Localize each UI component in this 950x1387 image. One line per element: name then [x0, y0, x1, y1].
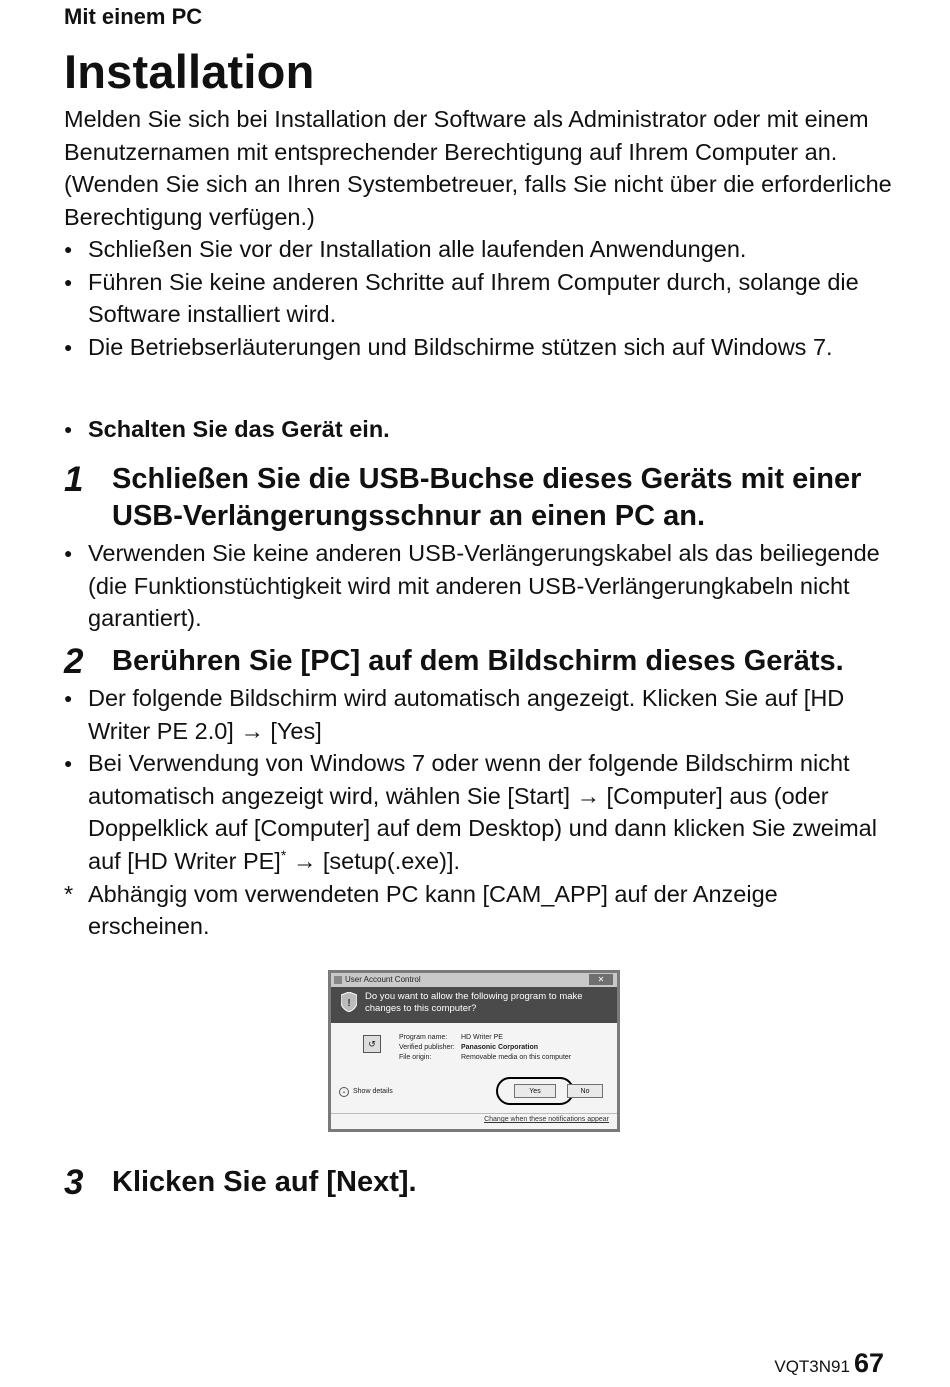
uac-program-info [399, 1033, 571, 1063]
info-value: HD Writer PE [461, 1034, 503, 1041]
yes-button[interactable]: Yes [514, 1084, 556, 1098]
page-footer [774, 1348, 884, 1379]
show-details-toggle[interactable] [339, 1087, 393, 1097]
power-on-note [64, 413, 894, 446]
no-button[interactable]: No [567, 1084, 603, 1098]
list-item: ● Der folgende Bildschirm wird automatisch angezeigt. Klicken Sie auf [HD Writer PE 2.0] → [Yes] [64, 682, 894, 747]
divider [331, 1113, 617, 1114]
info-value: Removable media on this computer [461, 1054, 572, 1061]
svg-text:!: ! [347, 998, 351, 1009]
list-item: ● Führen Sie keine anderen Schritte auf Ihrem Computer durch, solange die Software installiert wird. [64, 266, 894, 331]
intro-bullet-list [64, 233, 894, 363]
step-text: Klicken Sie auf [Next]. [112, 1166, 417, 1198]
step-3 [64, 1164, 894, 1201]
intro-paragraph: Melden Sie sich bei Installation der Software als Administrator oder mit einem Benutzernamen mit entsprechender Berechtigung auf Ihrem Computer an. (Wenden Sie sich an Ihren Systembetreuer, falls Sie nicht über die erforderliche Berechtigung verfügen.) [64, 106, 892, 230]
info-row [399, 1033, 571, 1043]
step-2-bullets [64, 682, 894, 943]
program-icon: ↺ [363, 1035, 381, 1053]
footnote-marker: * [280, 847, 287, 864]
info-key: Program name: [399, 1034, 448, 1041]
info-key: File origin: [399, 1054, 432, 1061]
shield-icon [341, 992, 357, 1012]
close-icon[interactable]: ✕ [589, 974, 613, 985]
document-code: VQT3N91 [774, 1357, 850, 1376]
step-1-bullets [64, 537, 894, 635]
uac-dialog-screenshot [328, 970, 620, 1132]
window-icon [334, 976, 342, 984]
list-item [64, 747, 894, 877]
step-number: 2 [64, 642, 84, 681]
list-item: ● Die Betriebserläuterungen und Bildschirme stützen sich auf Windows 7. [64, 331, 894, 364]
list-item: ● Schalten Sie das Gerät ein. [64, 413, 894, 446]
list-item-text: Bei Verwendung von Windows 7 oder wenn der folgende Bildschirm nicht automatisch angezeigt wird, wählen Sie [Start] → [Computer] aus (oder Doppelklick auf [Computer] auf dem Desktop) und dann klicken Sie zweimal auf [HD Writer PE] [88, 750, 877, 874]
list-item: ● Schließen Sie vor der Installation alle laufenden Anwendungen. [64, 233, 894, 266]
page-title: Installation [64, 45, 315, 98]
show-details-label: Show details [353, 1088, 393, 1095]
info-row [399, 1043, 571, 1053]
uac-titlebar [331, 973, 617, 987]
uac-question: Do you want to allow the following program to make changes to this computer? [365, 991, 583, 1014]
chevron-down-icon: ⌄ [339, 1087, 349, 1097]
step-number: 3 [64, 1163, 84, 1202]
step-number: 1 [64, 460, 84, 499]
uac-window-title: User Account Control [345, 975, 421, 984]
uac-header [331, 987, 617, 1023]
info-value: Panasonic Corporation [461, 1044, 539, 1051]
list-item-text-end: → [setup(.exe)]. [286, 847, 460, 874]
notification-settings-link[interactable]: Change when these notifications appear [484, 1116, 609, 1123]
list-item: ● Verwenden Sie keine anderen USB-Verlängerungskabel als das beiliegende (die Funktionstüchtigkeit wird mit anderen USB-Verlängerungkabeln nicht garantiert). [64, 537, 894, 635]
page-number: 67 [853, 1348, 884, 1378]
step-text: Schließen Sie die USB-Buchse dieses Geräts mit einer USB-Verlängerungsschnur an einen PC an. [112, 463, 862, 532]
section-label: Mit einem PC [64, 4, 203, 29]
uac-body [331, 1023, 617, 1129]
step-text: Berühren Sie [PC] auf dem Bildschirm dieses Geräts. [112, 645, 844, 677]
info-key: Verified publisher: [399, 1044, 455, 1051]
footnote: * Abhängig vom verwendeten PC kann [CAM_APP] auf der Anzeige erscheinen. [64, 878, 894, 943]
step-2 [64, 643, 894, 680]
info-row [399, 1053, 571, 1063]
step-1 [64, 461, 894, 535]
